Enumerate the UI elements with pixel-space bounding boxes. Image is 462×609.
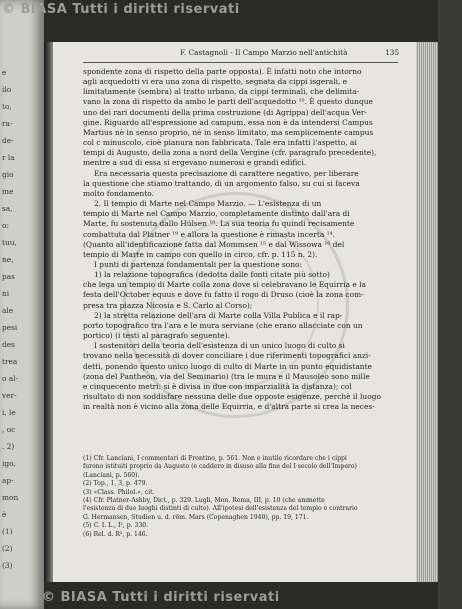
left-page-fragment: ale: [2, 306, 14, 315]
left-page-fragment: . 2): [2, 442, 15, 451]
left-page-fragment: igo,: [2, 459, 16, 468]
header-rule: [83, 62, 398, 63]
text-line: agli acquedotti vi era una zona di rispetto, segnata da cippi isgerali, e: [83, 77, 348, 87]
text-line: tempio di Marte nel Campo Marzio, completamente distinto dall'ara di: [83, 209, 350, 219]
left-page-fragment: ne,: [2, 255, 14, 264]
text-line: mentre a sud di essa si ergevano numerosi e grandi edifici.: [83, 158, 307, 168]
left-page-fragment: pesi: [2, 323, 18, 332]
text-line: porto topografico tra l'ara e le mura serviane (che erano allacciate con un: [83, 320, 363, 330]
text-line: Era necessaria questa precisazione di carattere negativo, per liberare: [94, 168, 359, 178]
paragraph: [83, 341, 401, 412]
left-page-fragment: trea: [2, 357, 18, 366]
text-line: Marte, fu sostenuta dallo Hülsen ¹⁸. La sua teoria fu quindi recisamente: [83, 219, 355, 229]
footnote-line: (3) «Class. Philol.», cit.: [83, 488, 155, 496]
text-line: trovano nella necessità di dover conciliare i due riferimenti topografici anzi-: [83, 351, 371, 361]
text-line: festa dell'October equus e dove fu fatto il rogo di Druso (cioè la zona com-: [83, 290, 364, 300]
text-line: tempio di Marte in campo con quello in circo, cfr. p. 115 n. 2).: [83, 249, 318, 259]
left-page-fragment: o al-: [2, 374, 19, 383]
left-page-fragment: r la: [2, 153, 15, 162]
body-text: [83, 67, 401, 412]
page-number: 135: [385, 48, 399, 57]
text-line: I sostenitori della teoria dell'esistenza di un unico luogo di culto si: [94, 341, 345, 351]
text-line: e cinquecento metri: si è divisa in due con imparzialità la distanza); col: [83, 381, 352, 391]
text-line: risultato di non soddisfare nessuna delle due opposte esigenze, perchè il luogo: [83, 392, 381, 401]
left-page-fragment: ni: [2, 289, 10, 298]
facing-left-page: [0, 0, 44, 609]
left-page-fragment: ap-: [2, 476, 14, 485]
paragraph: [83, 199, 401, 260]
book-gutter: [44, 0, 53, 609]
left-page-fragment: mon: [2, 493, 19, 502]
left-page-fragment: des: [2, 340, 15, 349]
paragraph: [83, 260, 401, 341]
text-line: Martius nè in senso proprio, nè in senso limitato, ma semplicemente campus: [83, 127, 374, 137]
text-line: in realtà non è vicino alla zona delle Equirria, e d'altra parte si crea la neces-: [83, 402, 375, 412]
text-line: combattuta dal Platner ¹⁹ e allora la questione è rimasta incerta ¹⁴.: [83, 229, 335, 239]
left-page-fragment: sa,: [2, 204, 13, 213]
footnote-line: (5) C. I. L., I², p. 330.: [83, 522, 149, 530]
text-line: I punti di partenza fondamentali per la questione sono:: [94, 259, 303, 269]
footnote-line: G. Hermansen, Studien u. d. röm. Mars (Copenaghen 1940), pp. 19, 171.: [83, 513, 309, 521]
text-line: la questione che stiamo trattando, di un argomento falso, su cui si faceva: [83, 178, 360, 188]
left-page-fragment: (3): [2, 561, 13, 570]
left-page-fragment: to,: [2, 102, 12, 111]
paragraph: [83, 169, 401, 199]
text-line: portico) (i testi al paragrafo seguente).: [83, 331, 230, 341]
footnote-line: (4) Cfr. Platner-Ashby, Dict., p. 329. Lugli, Mon. Roma, III, p. 10 (che ammette: [83, 497, 325, 505]
footnote-line: (Lanciani, p. 560).: [83, 471, 140, 479]
text-line: detti, ponendo questo unico luogo di culto di Marte in un punto equidistante: [83, 361, 372, 371]
text-line: presa tra piazza Nicosia e S. Carlo al Corso);: [83, 300, 253, 310]
left-page-fragment: , oc: [2, 425, 16, 434]
text-line: limitatamente (sembra) al tratto urbano, da cippi terminali, che delimita-: [83, 87, 360, 97]
text-line: molto fondamento.: [83, 188, 154, 198]
watermark-bottom: © BIASA Tutti i diritti riservati: [42, 590, 280, 605]
paragraph: [83, 67, 401, 169]
left-page-fragment: (2): [2, 544, 13, 553]
left-page-fragment: ver-: [2, 391, 17, 400]
left-page-fragment: i, le: [2, 408, 16, 417]
text-line: 1) la relazione topografica (dedotta dalle fonti citate più sotto): [94, 270, 330, 280]
left-page-fragment: e: [2, 68, 7, 77]
left-page-fragment: de-: [2, 136, 14, 145]
footnote-line: l'esistenza di due luoghi distinti di culto). All'ipotesi dell'esistenza del tempio è contrario: [83, 505, 358, 513]
text-line: vano la zona di rispetto da ambo le parti dell'acquedotto ¹⁹. È questo dunque: [83, 97, 373, 107]
book-page: [53, 42, 416, 582]
text-line: 2) la stretta relazione dell'ara di Marte colla Villa Publica e il rap-: [94, 310, 343, 320]
footnote-line: (2) Top., 1, 3, p. 479.: [83, 480, 148, 488]
text-line: 2. Il tempio di Marte nel Campo Marzio. — L'esistenza di un: [94, 199, 322, 209]
left-page-fragment: me: [2, 187, 14, 196]
left-page-fragment: ilo: [2, 85, 12, 94]
text-line: tempi di Augusto, della zona a nord della Vergine (cfr. paragrafo precedente),: [83, 148, 377, 158]
text-line: spondente zona di rispetto della parte opposta). È infatti noto che intorno: [83, 67, 362, 76]
text-line: (Quanto all'identificazione fatta dal Mommsen ¹⁵ e dal Wissowa ¹⁶ del: [83, 239, 345, 249]
left-page-fragment: pas: [2, 272, 15, 281]
left-page-fragment: ra-: [2, 119, 13, 128]
footnote-line: (1) Cfr. Lanciani, I commentari di Frontino, p. 561. Non è inutile ricordare che i cippi: [83, 455, 347, 462]
text-line: uno dei rari documenti della prima costruzione (di Agrippa) dell'acqua Ver-: [83, 107, 367, 117]
running-head: F. Castagnoli - Il Campo Marzio nell'antichità: [180, 48, 348, 57]
left-page-fragment: o:: [2, 221, 9, 230]
left-page-fragment: gio: [2, 170, 14, 179]
page-edges: [416, 42, 438, 582]
left-page-fragment: è: [2, 510, 7, 519]
text-line: che lega un tempio di Marte colla zona dove si celebravano le Equirria e la: [83, 280, 366, 290]
footnote-line: (6) Rel. d. R², p. 146.: [83, 530, 148, 538]
right-background: [438, 0, 462, 609]
footnote-line: furono istituiti proprio da Augusto (e caddero in disuso alla fine del I secolo dell'Impero): [83, 463, 357, 471]
footnotes: [83, 455, 401, 539]
text-line: col c minuscolo, cioè pianura non fabbricata. Tale era infatti l'aspetto, ai: [83, 138, 357, 148]
watermark-top: © BIASA Tutti i diritti riservati: [2, 2, 240, 17]
text-line: gine. Riguardo all'espressione ad campum, essa non è da intendersi Campus: [83, 117, 373, 127]
text-line: (zona del Pantheon, via del Seminario) (tra le mura e il Mausoleo sono mille: [83, 371, 370, 381]
page-header: [85, 48, 399, 60]
left-page-fragment: tuu,: [2, 238, 17, 247]
left-page-fragment: (1): [2, 527, 13, 536]
